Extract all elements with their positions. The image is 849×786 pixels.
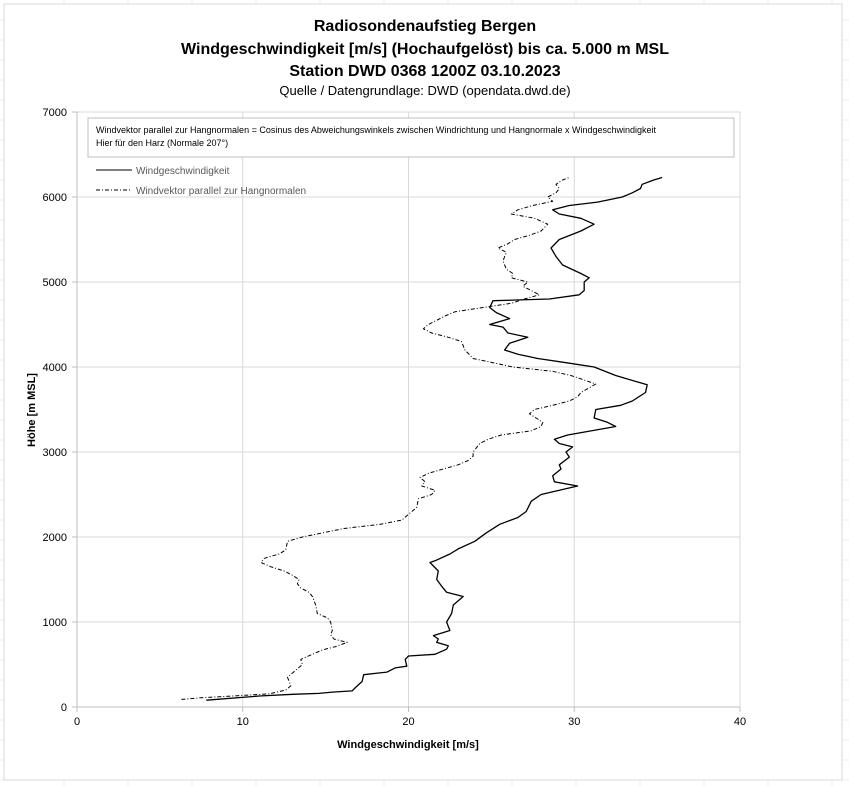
y-tick-label: 4000	[42, 362, 67, 374]
y-tick-label: 5000	[42, 277, 67, 289]
chart-title-line-3: Station DWD 0368 1200Z 03.10.2023	[289, 63, 561, 80]
annotation-line-2: Hier für den Harz (Normale 207°)	[96, 138, 229, 148]
x-tick-label: 10	[236, 716, 249, 728]
x-tick-label: 30	[568, 716, 581, 728]
y-axis-title: Höhe [m MSL]	[26, 373, 38, 447]
x-tick-label: 0	[73, 716, 81, 728]
annotation-line-1: Windvektor parallel zur Hangnormalen = Cosinus des Abweichungswinkels zwischen Windrichtung und Hangnormale x Windgeschwindigkeit	[96, 125, 657, 135]
y-tick-label: 3000	[42, 447, 67, 459]
legend-label-windgeschwindigkeit: Windgeschwindigkeit	[136, 166, 230, 177]
y-tick-label: 1000	[42, 617, 67, 629]
chart-title-line-1: Radiosondenaufstieg Bergen	[313, 18, 537, 35]
y-tick-label: 6000	[42, 192, 67, 204]
x-tick-label: 20	[402, 716, 415, 728]
y-tick-label: 2000	[42, 532, 67, 544]
x-tick-label: 40	[733, 716, 747, 728]
y-tick-label: 7000	[42, 107, 67, 119]
chart-source: Quelle / Datengrundlage: DWD (opendata.dwd.de)	[279, 83, 571, 98]
legend-label-windvektor: Windvektor parallel zur Hangnormalen	[136, 186, 307, 197]
x-axis-title: Windgeschwindigkeit [m/s]	[337, 739, 479, 751]
y-tick-label: 0	[60, 702, 67, 714]
chart-title-line-2: Windgeschwindigkeit [m/s] (Hochaufgelöst) bis ca. 5.000 m MSL	[181, 41, 669, 58]
